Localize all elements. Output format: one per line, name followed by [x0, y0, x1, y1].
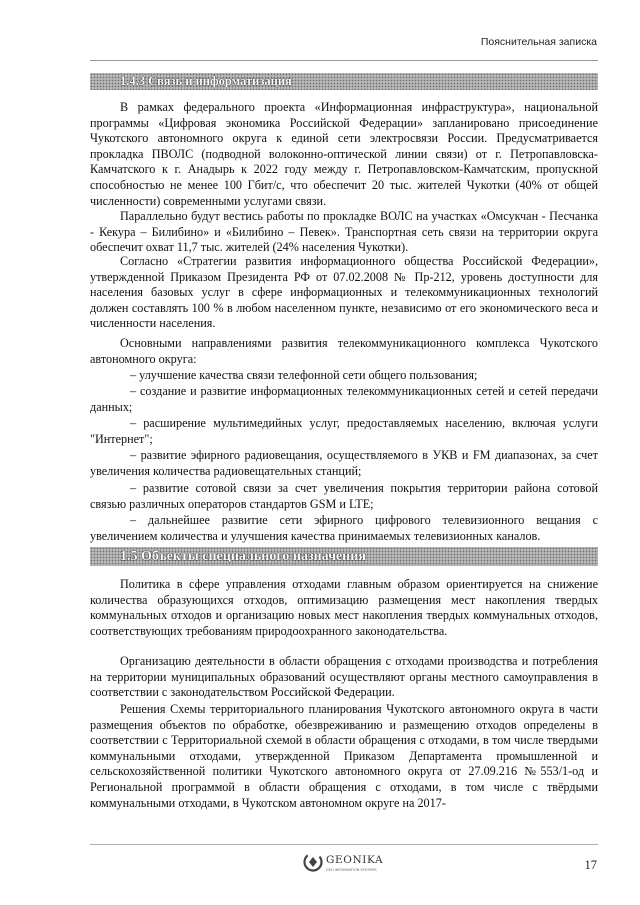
list-item-telephone: – улучшение качества связи телефонной сети общего пользования; — [130, 368, 478, 382]
paragraph-waste-decisions: Решения Схемы территориального планирования Чукотского автономного округа в части размещения объектов по обработке, обезвреживанию и размещению отходов определены в соответствии с Территориальной схемой в области обращения с отходами, в том числе твердыми коммунальными отходами, утвержденной Приказом Департамента промышленной и сельскохозяйственной политики Чукотского автономного округа от 27.09.216 №553/1-од и Региональной программой в области обращения с отходами, в том числе с твёрдыми коммунальными отходами, в Чукотском автономном округе на 2017- — [90, 702, 598, 810]
list-item-cellular: – развитие сотовой связи за счет увеличения покрытия территории района сотовой связью различных операторов стандартов GSM и LTE; — [90, 481, 598, 511]
logo-wordmark: GEONIKA — [326, 854, 384, 866]
paragraph-waste-organization: Организацию деятельности в области обращения с отходами производства и потребления на территории муниципальных образований осуществляют органы местного самоуправления в соответствии с законодательством Российской Федерации. — [90, 654, 598, 700]
paragraph-strategy: Согласно «Стратегии развития информационного общества Российской Федерации», утвержденной Приказом Президента РФ от 07.02.2008 № Пр-212, уровень доступности для населения базовых услуг в сфере информационных и телекоммуникационных технологий должен составлять 100 % в любом населенном пункте, независимо от его экономического веса и численности населения. — [90, 254, 598, 331]
geonika-logo-icon — [302, 851, 324, 873]
logo-tagline: GEO INFORMATION SYSTEMS — [326, 868, 377, 872]
list-item-tv: – дальнейшее развитие сети эфирного цифрового телевизионного вещания с увеличением количества и улучшения качества принимаемых телевизионных каналов. — [90, 513, 598, 543]
paragraph-directions-intro: Основными направлениями развития телекоммуникационного комплекса Чукотского автономного округа: — [90, 336, 598, 366]
paragraph-waste-policy: Политика в сфере управления отходами главным образом ориентируется на снижение количества образующихся отходов, оптимизацию размещения мест накопления твердых коммунальных отходов и организацию новых мест накопления твердых коммунальных отходов, соответствующих требованиям природоохранного законодательства. — [90, 577, 598, 638]
paragraph-vols-sections: Параллельно будут вестись работы по прокладке ВОЛС на участках «Омсукчан - Песчанка - Кекура – Билибино» и «Билибино – Певек». Транспортная сеть связи на территории округа обеспечит охват 11,7 тыс. жителей (24% населения Чукотки). — [90, 209, 598, 255]
section-heading-1-5: 1.5 Объекты специального назначения — [90, 547, 598, 566]
list-item-networks: – создание и развитие информационных телекоммуникационных сетей и сетей передачи данных; — [90, 384, 598, 414]
list-item-radio: – развитие эфирного радиовещания, осуществляемого в УКВ и FM диапазонах, за счет увеличения количества радиовещательных станций; — [90, 448, 598, 478]
section-heading-1-4-3: 1.4.3 Связь и информатизация — [90, 73, 598, 90]
list-item-multimedia: – расширение мультимедийных услуг, предоставляемых населению, включая услуги "Интернет"; — [90, 416, 598, 446]
geonika-logo — [302, 851, 388, 877]
paragraph-vols-project: В рамках федерального проекта «Информационная инфраструктура», национальной программы «Цифровая экономика Российской Федерации» запланировано присоединение Чукотского автономного округа к единой сети электросвязи России. Предусматривается прокладка ПВОЛС (подводной волоконно-оптической линии связи) от г. Петропавловска-Камчатского к г. Анадырь к 2022 году между г. Петропавловском-Камчатским, пропускной способностью не менее 100 Гбит/с, что обеспечит 20 тыс. жителей Чукотки (40% от общей численности) современными услугами связи. — [90, 100, 598, 208]
header-divider — [90, 60, 598, 61]
running-header: Пояснительная записка — [480, 36, 597, 48]
footer-divider — [90, 844, 598, 845]
page-number: 17 — [584, 858, 597, 872]
